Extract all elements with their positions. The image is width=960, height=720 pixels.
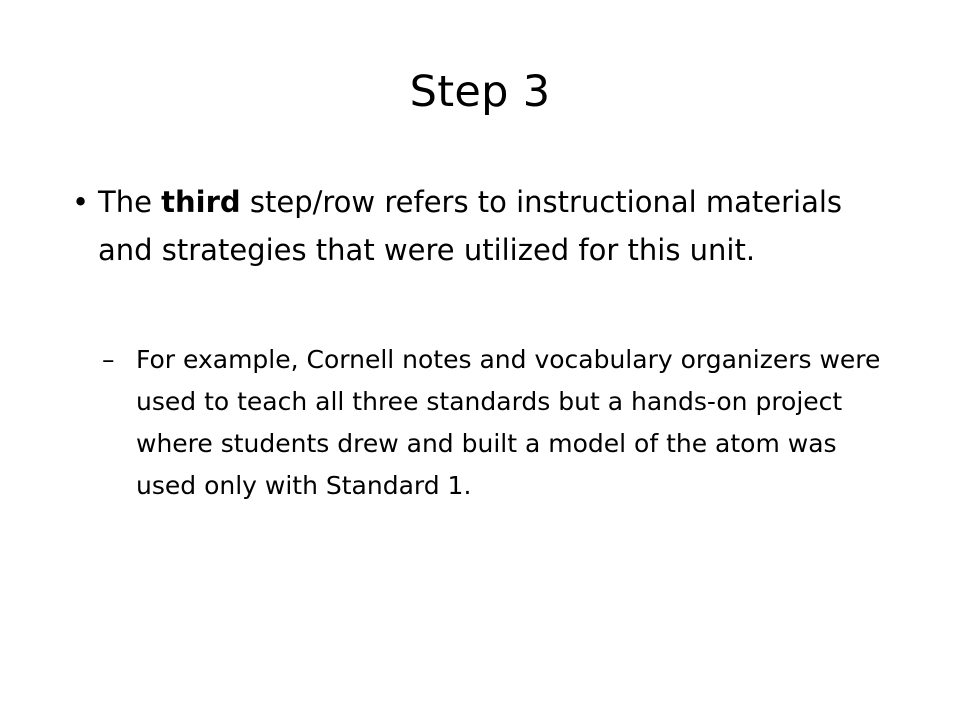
bullet-text-suffix: step/row refers to instructional materials and strategies that were utilized for this unit. <box>98 185 843 267</box>
bullet-text-prefix: The <box>98 185 162 219</box>
slide-title: Step 3 <box>409 67 551 117</box>
dash-marker: – <box>102 345 115 374</box>
bullet-level-2 <box>102 339 892 507</box>
bullet-level-1 <box>72 178 892 274</box>
bullet-level-1-text <box>98 178 892 274</box>
bullet-marker: • <box>72 185 90 219</box>
bullet-text-bold: third <box>161 185 241 219</box>
bullet-level-2-text: For example, Cornell notes and vocabulary organizers were used to teach all three standards but a hands-on project where students drew and built a model of the atom was used only with Standard 1. <box>136 345 881 500</box>
